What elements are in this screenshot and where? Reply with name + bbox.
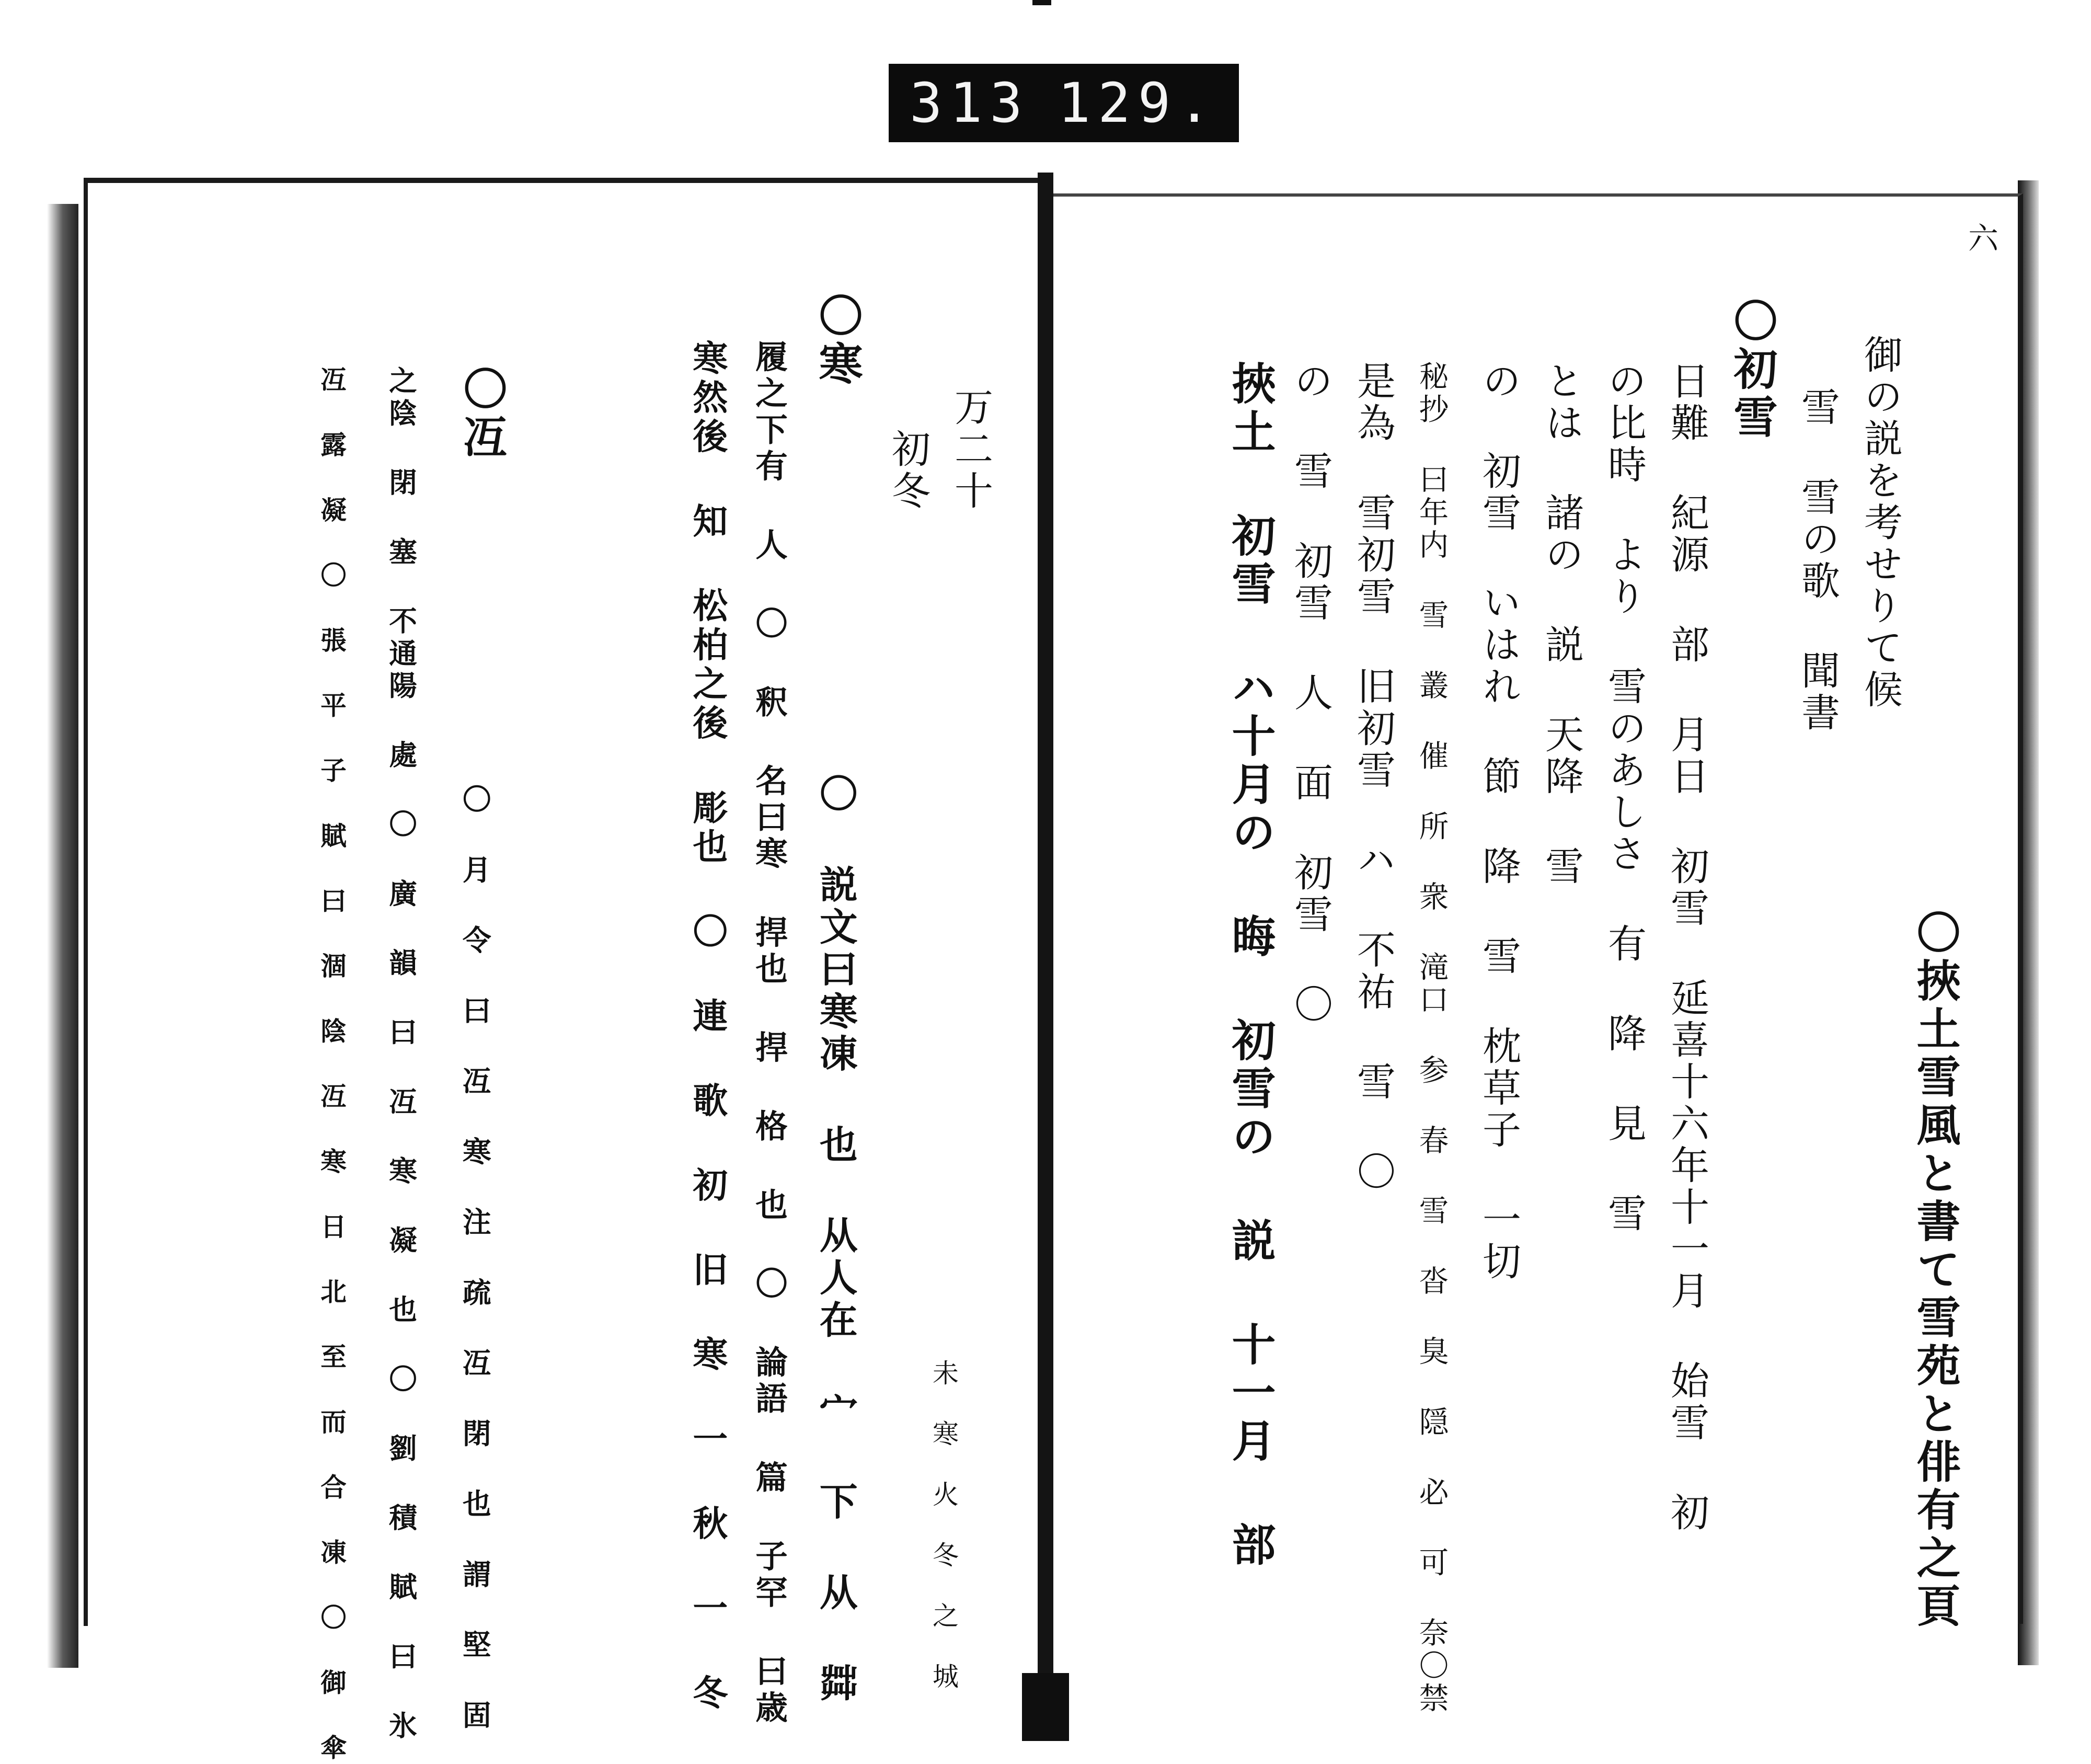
right-column-4: 〇初雪 <box>1727 298 1778 442</box>
scanner-clip <box>1032 0 1051 5</box>
left-column-2: 初冬 <box>886 429 930 512</box>
right-column-10: 是為 雪初雪 旧初雪 ハ 不祐 雪 〇 <box>1351 361 1396 1193</box>
right-column-11: の 雪 初雪 人 面 初雪 〇 <box>1288 361 1333 1026</box>
page-number: 六 <box>1963 222 1998 253</box>
frame-number: 313 <box>910 71 1030 135</box>
right-column-6: の比時 より 雪のあしさ 有 降 見 雪 <box>1602 361 1647 1235</box>
left-side-note: 未 寒 火 冬 之 城 <box>928 1359 959 1691</box>
left-column-6: 〇 説文曰寒凍 也 从人在 宀 下 从 茻 <box>812 774 857 1706</box>
archive-frame-label <box>889 64 1239 142</box>
left-page <box>84 178 1047 1626</box>
right-column-5: 日難 紀源 部 月日 初雪 延喜十六年十一月 始雪 初 <box>1664 361 1709 1534</box>
right-column-9: 秘抄 曰年内 雪 叢 催 所 衆 滝口 参 春 雪 沓 臭 隠 必 可 奈〇禁 <box>1414 361 1449 1715</box>
left-column-8: 之陰 閉 塞 不通陽 處 〇 廣 韻 曰 冱 寒 凝 也 〇 劉 積 賦 曰 氷 <box>384 366 418 1743</box>
right-column-7: とは 諸の 説 天降 雪 <box>1539 361 1584 888</box>
left-column-5: 寒然後 知 松柏之後 彫也 〇 連 歌 初 旧 寒 一 秋 一 冬 <box>687 340 729 1714</box>
right-column-8: の 初雪 いはれ 節 降 雪 枕草子 一切 <box>1476 361 1521 1283</box>
right-column-3: 雪 雪の歌 聞書 <box>1795 387 1840 734</box>
book-gutter <box>1038 173 1053 1736</box>
left-page-edge <box>0 204 78 1668</box>
right-column-12: 挾土 初雪 ハ十月の 晦 初雪の 説 十一月 部 <box>1225 361 1277 1570</box>
left-column-4: 履之下有 人 〇 釈 名曰寒 捍也 捍 格 也 〇 論語 篇 子罕 曰歳 <box>750 340 788 1727</box>
left-column-7: 〇冱 <box>456 366 508 462</box>
right-column-2: 御の説を考せりて候 <box>1858 335 1903 711</box>
right-column-1: 〇挾土雪風と書て雪苑と俳有之頁 <box>1910 910 1961 1631</box>
left-column-3: 〇寒 <box>812 293 864 389</box>
left-column-1: 万二十 <box>948 387 993 512</box>
left-column-10: 〇 月 令 曰 冱 寒 注 疏 冱 閉 也 謂 堅 固 <box>457 784 491 1733</box>
sheet-number: 129. <box>1058 71 1218 135</box>
left-column-9: 冱 露 凝 〇 張 平 子 賦 曰 涸 陰 冱 寒 日 北 至 而 合 凍 〇 御 傘 <box>316 366 348 1764</box>
gutter-shadow <box>1022 1673 1069 1741</box>
